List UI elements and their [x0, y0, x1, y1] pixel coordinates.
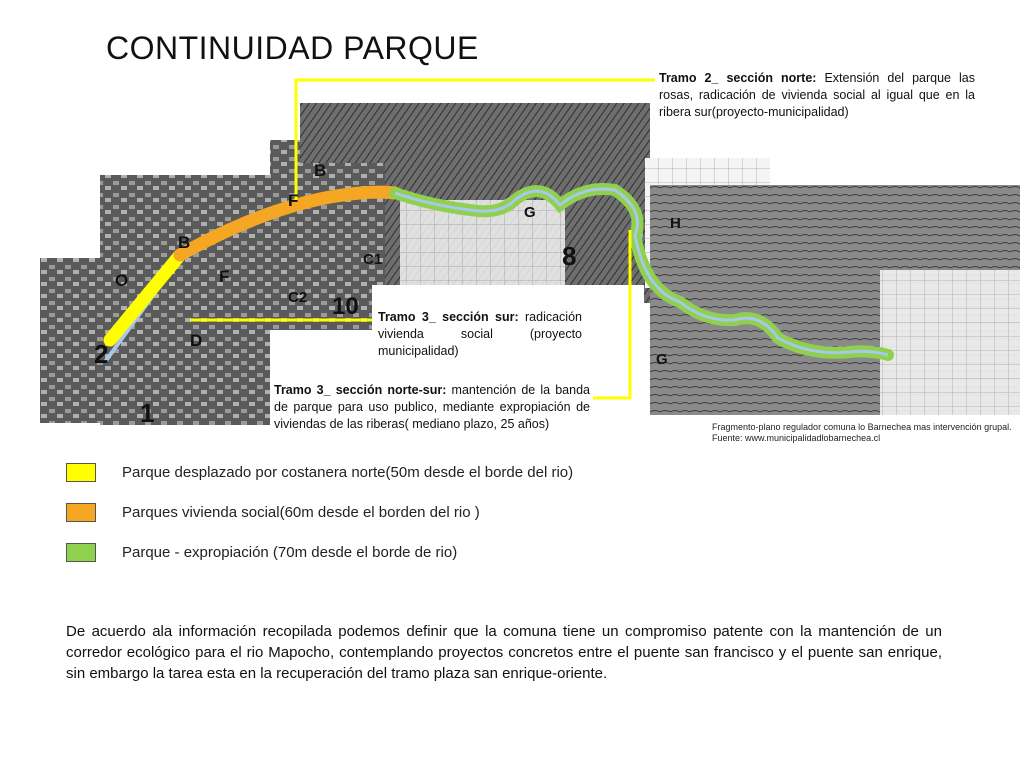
legend-swatch-orange	[66, 503, 96, 522]
map-label-10: 10	[332, 293, 359, 320]
note-tramo2-text: Extensión del parque las rosas, radicación de vivienda social al igual que en la ribera sur(proyecto-municipalidad)	[659, 71, 975, 119]
map-label-o: O	[115, 271, 129, 290]
note-tramo2	[659, 70, 975, 121]
map-label-g2: G	[656, 351, 668, 368]
note-tramo3-norte-sur-text: mantención de la banda de parque para uso publico, mediante expropiación de viviendas de las riberas( mediano plazo, 25 años)	[274, 383, 590, 431]
caption-line-1: Fragmento-plano regulador comuna lo Barnechea mas intervención grupal.	[712, 422, 1012, 432]
note-tramo3-sur	[378, 309, 582, 360]
note-tramo3-norte-sur-heading: Tramo 3_ sección norte-sur:	[274, 383, 447, 397]
note-tramo3-norte-sur	[274, 382, 590, 433]
legend-label-yellow: Parque desplazado por costanera norte(50m desde el borde del rio)	[122, 463, 574, 481]
note-tramo3-sur-text: radicación vivienda social (proyecto municipalidad)	[378, 310, 582, 358]
conclusion-paragraph: De acuerdo ala información recopilada podemos definir que la comuna tiene un compromiso patente con la mantención de un corredor ecológico para el rio Mapocho, contemplando proyectos concretos entre el puente san francisco y el puente san enrique, sin embargo la tarea esta en la recuperación del tramo plaza san enrique-oriente.	[66, 623, 942, 682]
legend-item-yellow	[66, 462, 573, 482]
map-label-d: D	[190, 331, 203, 350]
map-sheet-east-light	[880, 270, 1020, 415]
map-source-caption	[712, 422, 1012, 444]
caption-line-2: Fuente: www.municipalidadlobarnechea.cl	[712, 433, 881, 443]
map-label-h: H	[670, 215, 681, 232]
legend-item-green	[66, 542, 457, 562]
legend-swatch-green	[66, 543, 96, 562]
map-label-f2: F	[288, 191, 299, 210]
legend-item-orange	[66, 502, 480, 522]
map-label-8: 8	[562, 241, 577, 271]
map-label-f1: F	[219, 267, 230, 286]
note-tramo2-heading: Tramo 2_ sección norte:	[659, 71, 817, 85]
map-label-c1: C1	[363, 251, 383, 268]
note-tramo3-sur-heading: Tramo 3_ sección sur:	[378, 310, 519, 324]
legend-label-orange: Parques vivienda social(60m desde el borden del rio )	[122, 503, 480, 521]
map-label-c2: C2	[288, 289, 308, 306]
map-label-b1: B	[178, 233, 191, 252]
legend-swatch-yellow	[66, 463, 96, 482]
map-label-g1: G	[524, 204, 536, 221]
map-label-1: 1	[140, 398, 155, 428]
legend-label-green: Parque - expropiación (70m desde el borde de rio)	[122, 543, 458, 561]
page-title: CONTINUIDAD PARQUE	[106, 30, 479, 66]
map-label-2: 2	[94, 339, 109, 369]
map-label-b2: B	[314, 161, 327, 180]
